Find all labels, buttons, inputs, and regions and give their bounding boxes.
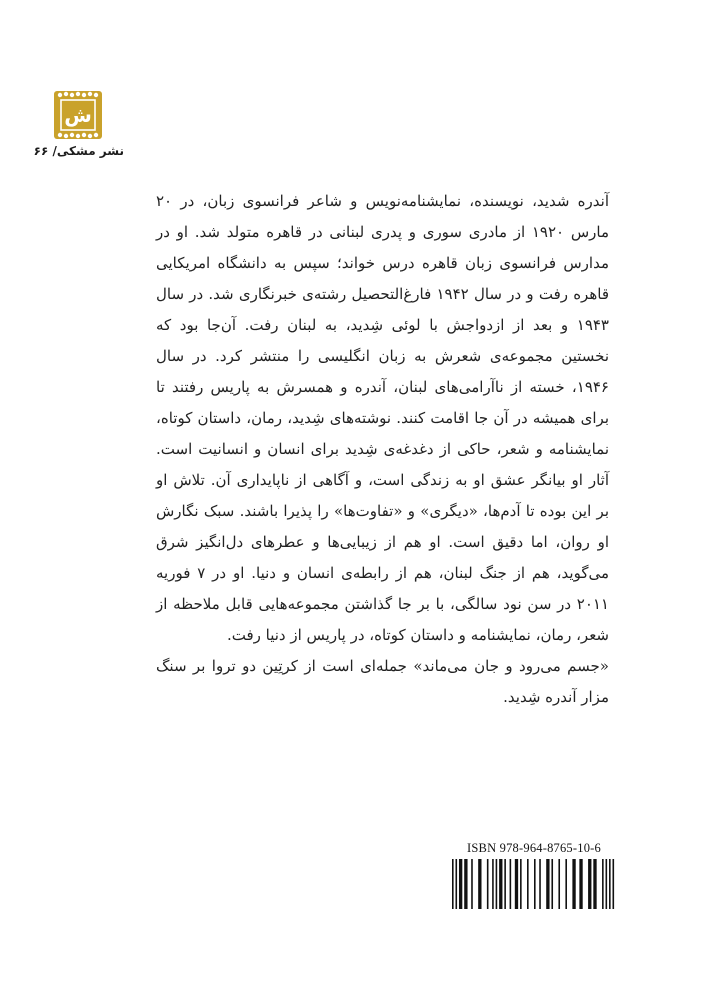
logo-mark: ش — [64, 103, 92, 127]
biography-paragraph: آندره شدید، نویسنده، نمایشنامه‌نویس و شاعر فرانسوی زبان، در ۲۰ مارس ۱۹۲۰ از مادری سوری و پدری لبنانی در قاهره متولد شد. او در مدارس فرانسوی زبان قاهره درس خواند؛ سپس به دانشگاه امریکایی قاهره رفت و در سال ۱۹۴۲ فارغ‌التحصیل رشته‌ی خبرنگاری شد. در سال ۱۹۴۳ و بعد از ازدواجش با لوئی شِدید، به لبنان رفت. آن‌جا بود که نخستین مجموعه‌ی شعرش به زبان انگلیسی را منتشر کرد. در سال ۱۹۴۶، خسته از ناآرامی‌های لبنان، آندره و همسرش به پاریس رفتند تا برای همیشه در آن جا اقامت کنند. نوشته‌های شِدید، رمان، داستان کوتاه، نمایشنامه و شعر، حاکی از دغدغه‌ی شِدید برای انسان و انسانیت است. آثار او بیانگر عشق او به زندگی است، و آگاهی از ناپایداری آن. تلاش او بر این بوده تا آدم‌ها، «دیگری» و «تفاوت‌ها» را پذیرا باشند. سبک نگارش او روان، اما دقیق است. او هم از زیبایی‌ها و عطرهای دل‌انگیز شرق می‌گوید، هم از جنگ لبنان، هم از رابطه‌ی انسان و دنیا. او در ۷ فوریه ۲۰۱۱ در سن نود سالگی، با بر جا گذاشتن مجموعه‌هایی قابل ملاحظه از شعر، رمان، نمایشنامه و داستان کوتاه، در پاریس از دنیا رفت. — [156, 192, 609, 644]
barcode-bar — [534, 859, 536, 909]
barcode-graphic — [452, 859, 616, 909]
barcode-bar — [492, 859, 494, 909]
barcode-bar — [515, 859, 518, 909]
barcode-bar — [551, 859, 553, 909]
barcode-bar — [613, 859, 615, 909]
barcode-bar — [464, 859, 467, 909]
barcode-bar — [487, 859, 489, 909]
barcode-bar — [520, 859, 522, 909]
author-biography — [156, 186, 609, 713]
barcode-bar — [565, 859, 567, 909]
publisher-logo — [54, 91, 102, 139]
barcode-bar — [510, 859, 512, 909]
barcode-bar — [499, 859, 502, 909]
publisher-logo-icon — [54, 91, 102, 139]
barcode-bar — [452, 859, 454, 909]
barcode-bar — [455, 859, 457, 909]
isbn-label: ISBN 978-964-8765-10-6 — [467, 841, 601, 855]
barcode-bar — [558, 859, 560, 909]
barcode-bar — [546, 859, 549, 909]
epitaph-paragraph: «جسم می‌رود و جان می‌ماند» جمله‌ای است از کرتِین دو تروا بر سنگ مزار آندره شِدید. — [156, 657, 609, 706]
barcode-bar — [459, 859, 462, 909]
barcode-bar — [539, 859, 541, 909]
barcode-bar — [588, 859, 591, 909]
barcode-bar — [579, 859, 582, 909]
barcode-bar — [593, 859, 596, 909]
barcode-bar — [478, 859, 481, 909]
barcode-bar — [606, 859, 608, 909]
barcode-bar — [496, 859, 498, 909]
isbn-barcode-block — [452, 841, 616, 911]
barcode-bar — [527, 859, 529, 909]
publisher-series-label: نشر مشکی/ ۶۶ — [33, 144, 124, 158]
barcode-bar — [471, 859, 473, 909]
barcode-bar — [609, 859, 611, 909]
barcode-bar — [572, 859, 575, 909]
barcode-bar — [602, 859, 604, 909]
barcode-bar — [504, 859, 506, 909]
